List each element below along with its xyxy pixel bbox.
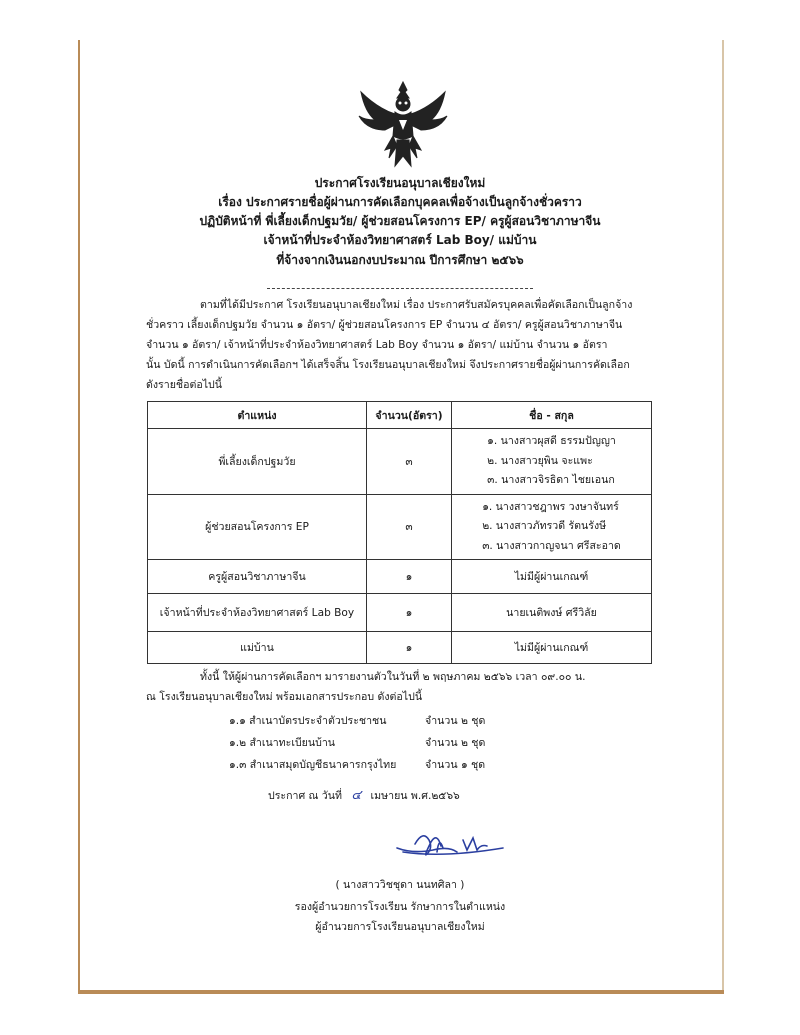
candidate-name: ๓. นางสาวจิรธิดา ไชยเอนก bbox=[487, 474, 615, 486]
count-cell: ๑ bbox=[367, 594, 452, 632]
names-cell: ไม่มีผู้ผ่านเกณฑ์ bbox=[452, 560, 652, 594]
table-header-row bbox=[148, 402, 652, 429]
count-cell: ๓ bbox=[367, 494, 452, 560]
candidate-name: ๒. นางสาวภัทรวดี รัตนรังษี bbox=[482, 520, 607, 532]
document-item-label: ๑.๑ สำเนาบัตรประจำตัวประชาชน bbox=[229, 715, 387, 727]
count-cell: ๑ bbox=[367, 632, 452, 664]
count-cell: ๑ bbox=[367, 560, 452, 594]
column-header-name: ชื่อ - สกุล bbox=[452, 402, 652, 429]
page-border-right bbox=[722, 40, 724, 992]
document-item-qty: จำนวน ๒ ชุด bbox=[425, 737, 486, 749]
selection-table bbox=[147, 401, 652, 664]
position-cell: ครูผู้สอนวิชาภาษาจีน bbox=[148, 560, 367, 594]
table-row bbox=[148, 494, 652, 560]
page-border-left bbox=[78, 40, 80, 992]
position-cell: เจ้าหน้าที่ประจำห้องวิทยาศาสตร์ Lab Boy bbox=[148, 594, 367, 632]
announce-date bbox=[268, 784, 460, 805]
report-line-2: ณ โรงเรียนอนุบาลเชียงใหม่ พร้อมเอกสารประกอบ ดังต่อไปนี้ bbox=[146, 691, 423, 703]
count-cell: ๓ bbox=[367, 429, 452, 495]
signer-title-1: รองผู้อำนวยการโรงเรียน รักษาการในตำแหน่ง bbox=[294, 901, 506, 913]
candidate-name: ๑. นางสาวผุสดี ธรรมปัญญา bbox=[487, 435, 616, 447]
announce-suffix: เมษายน พ.ศ.๒๕๖๖ bbox=[370, 790, 460, 802]
column-header-count: จำนวน(อัตรา) bbox=[367, 402, 452, 429]
subject-line-4: ที่จ้างจากเงินนอกงบประมาณ ปีการศึกษา ๒๕๖๖ bbox=[276, 253, 524, 267]
intro-line-3: จำนวน ๑ อัตรา/ เจ้าหน้าที่ประจำห้องวิทยาศาสตร์ Lab Boy จำนวน ๑ อัตรา/ แม่บ้าน จำนวน ๑ อัตรา bbox=[146, 339, 608, 351]
document-item-label: ๑.๒ สำเนาทะเบียนบ้าน bbox=[229, 737, 336, 749]
report-line-1: ทั้งนี้ ให้ผู้ผ่านการคัดเลือกฯ มารายงานตัวในวันที่ ๒ พฤษภาคม ๒๕๖๖ เวลา ๐๙.๐๐ น. bbox=[200, 671, 586, 683]
subject-line-1: เรื่อง ประกาศรายชื่อผู้ผ่านการคัดเลือกบุคคลเพื่อจ้างเป็นลูกจ้างชั่วคราว bbox=[218, 195, 582, 209]
candidate-name: ๑. นางสาวชฎาพร วงษาจันทร์ bbox=[482, 500, 619, 513]
document-item-qty: จำนวน ๑ ชุด bbox=[425, 759, 486, 771]
announce-day: ๔ bbox=[351, 788, 362, 803]
signature-icon bbox=[393, 822, 513, 862]
heading-divider bbox=[267, 288, 533, 289]
intro-line-4: นั้น บัดนี้ การดำเนินการคัดเลือกฯ ได้เสร็จสิ้น โรงเรียนอนุบาลเชียงใหม่ จึงประกาศรายชื่อผู้ผ่านการคัดเลือก bbox=[146, 359, 630, 371]
garuda-emblem-icon bbox=[355, 78, 451, 170]
page-border-bottom bbox=[78, 990, 724, 994]
signer-name: ( นางสาววิชชุดา นนทศิลา ) bbox=[335, 879, 465, 891]
table-row bbox=[148, 594, 652, 632]
table-row bbox=[148, 560, 652, 594]
intro-line-5: ดังรายชื่อต่อไปนี้ bbox=[146, 379, 222, 391]
signer-title-2: ผู้อำนวยการโรงเรียนอนุบาลเชียงใหม่ bbox=[315, 921, 485, 933]
intro-line-2: ชั่วคราว เลี้ยงเด็กปฐมวัย จำนวน ๑ อัตรา/ ผู้ช่วยสอนโครงการ EP จำนวน ๔ อัตรา/ ครูผู้สอนวิชาภาษาจีน bbox=[146, 319, 623, 331]
names-cell: ไม่มีผู้ผ่านเกณฑ์ bbox=[452, 632, 652, 664]
position-cell: พี่เลี้ยงเด็กปฐมวัย bbox=[148, 429, 367, 495]
subject-line-3: เจ้าหน้าที่ประจำห้องวิทยาศาสตร์ Lab Boy/ แม่บ้าน bbox=[263, 233, 537, 247]
column-header-position: ตำแหน่ง bbox=[148, 402, 367, 429]
position-cell: ผู้ช่วยสอนโครงการ EP bbox=[148, 494, 367, 560]
names-cell bbox=[452, 429, 652, 495]
position-cell: แม่บ้าน bbox=[148, 632, 367, 664]
announce-prefix: ประกาศ ณ วันที่ bbox=[268, 790, 342, 802]
names-cell: นายเนติพงษ์ ศรีวิลัย bbox=[452, 594, 652, 632]
candidate-name: ๒. นางสาวยุพิน จะแพะ bbox=[487, 454, 593, 467]
table-row bbox=[148, 429, 652, 495]
names-cell bbox=[452, 494, 652, 560]
subject-line-2: ปฏิบัติหน้าที่ พี่เลี้ยงเด็กปฐมวัย/ ผู้ช่วยสอนโครงการ EP/ ครูผู้สอนวิชาภาษาจีน bbox=[199, 214, 601, 228]
document-item-qty: จำนวน ๒ ชุด bbox=[425, 715, 486, 727]
table-row bbox=[148, 632, 652, 664]
announcement-title: ประกาศโรงเรียนอนุบาลเชียงใหม่ bbox=[314, 176, 486, 190]
document-item-label: ๑.๓ สำเนาสมุดบัญชีธนาคารกรุงไทย bbox=[229, 759, 397, 771]
intro-line-1: ตามที่ได้มีประกาศ โรงเรียนอนุบาลเชียงใหม่ เรื่อง ประกาศรับสมัครบุคคลเพื่อคัดเลือกเป็นลูกจ้าง bbox=[200, 299, 633, 311]
candidate-name: ๓. นางสาวกาญจนา ศรีสะอาด bbox=[482, 539, 621, 552]
